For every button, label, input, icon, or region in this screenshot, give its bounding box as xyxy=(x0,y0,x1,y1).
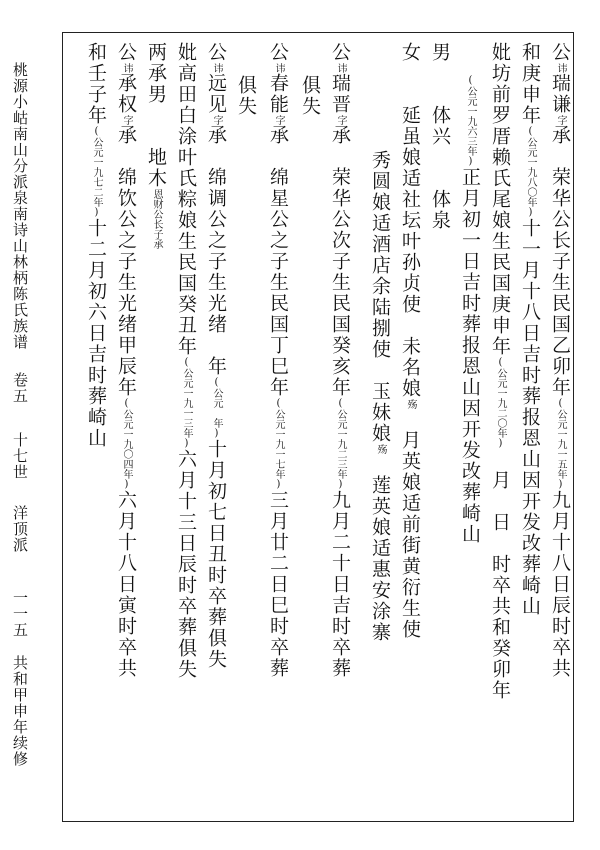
text-column xyxy=(268,42,287,679)
annotation-text: 殇 xyxy=(405,399,416,409)
column-text: 承 xyxy=(329,125,351,146)
column-text: 十月初七日丑时卒葬俱失 xyxy=(205,439,227,670)
text-column xyxy=(370,150,389,643)
column-text: 承权 xyxy=(115,73,137,115)
column-text: 公 xyxy=(549,42,571,63)
annotation-text: 字 xyxy=(273,115,284,125)
annotation-text: 讳 xyxy=(121,63,132,73)
column-text: 三月廿二日巳时卒葬 xyxy=(267,490,289,679)
column-text: 女 延虽娘适社坛叶孙贞使 未名娘 xyxy=(399,42,421,399)
column-text: 瑞晋 xyxy=(329,73,351,115)
column-text: 荣华公次子生民国癸亥年 xyxy=(329,146,351,398)
text-column xyxy=(430,42,449,231)
text-column xyxy=(490,42,509,701)
column-text: 俱失 xyxy=(299,75,321,117)
annotation-text: 讳 xyxy=(211,63,222,73)
column-text: 俱失 xyxy=(235,75,257,117)
annotation-text: (公元一九二三年) xyxy=(335,398,346,490)
column-text: 男 体兴 体泉 xyxy=(429,42,451,231)
text-column xyxy=(330,42,349,679)
column-text: 正月初一日吉时葬报恩山因开发改葬崎山 xyxy=(459,167,481,545)
generation-label: 十七世 xyxy=(11,432,29,480)
annotation-text: (公元一九〇四年) xyxy=(121,398,132,490)
annotation-text: 字 xyxy=(335,115,346,125)
text-column xyxy=(236,75,255,117)
column-text: 六月十八日寅时卒共 xyxy=(115,490,137,679)
annotation-text: (公元一九八〇年) xyxy=(525,126,536,218)
text-column xyxy=(86,42,105,449)
column-text: 公 xyxy=(115,42,137,63)
edition-label: 共和甲申年续修 xyxy=(11,655,29,767)
column-text: 妣坊前罗厝赖氏尾娘生民国庚申年 xyxy=(489,42,511,357)
column-text: 十二月初六日吉时葬崎山 xyxy=(85,218,107,449)
column-text: 承 xyxy=(549,125,571,146)
text-column xyxy=(116,42,135,679)
annotation-text: (公元一九一七年) xyxy=(273,398,284,490)
column-text: 绵饮公之子生光绪甲辰年 xyxy=(115,146,137,398)
column-text: 九月十八日辰时卒共 xyxy=(549,490,571,679)
column-text: 春能 xyxy=(267,73,289,115)
annotation-text: (公元一九六三年) xyxy=(465,75,476,167)
text-column xyxy=(550,42,569,679)
column-text: 莲英娘适惠安涂寨 xyxy=(369,454,391,643)
annotation-text: (公元 年) xyxy=(211,377,222,439)
column-text: 六月十三日辰时卒葬俱失 xyxy=(175,449,197,680)
column-text: 十一月十八日吉时葬报恩山因开发改葬崎山 xyxy=(519,218,541,617)
annotation-text: 字 xyxy=(555,115,566,125)
column-text: 秀圆娘适酒店余陆捌使 玉妹娘 xyxy=(369,150,391,444)
volume-label: 卷五 xyxy=(11,372,29,404)
column-text: 绵调公之子生光绪 年 xyxy=(205,146,227,377)
column-text: 承 xyxy=(115,125,137,146)
annotation-text: (公元一九一五年) xyxy=(555,398,566,490)
column-text: 瑞谦 xyxy=(549,73,571,115)
annotation-text: (公元一九一三年) xyxy=(181,357,192,449)
annotation-text: 字 xyxy=(121,115,132,125)
column-text: 公 xyxy=(329,42,351,63)
annotation-text: 讳 xyxy=(273,63,284,73)
text-column xyxy=(146,42,165,249)
column-text: 妣高田白涂叶氏粽娘生民国癸丑年 xyxy=(175,42,197,357)
column-text: 月英娘适前街黄衍生使 xyxy=(399,409,421,640)
column-text: 和壬子年 xyxy=(85,42,107,126)
text-column xyxy=(520,42,539,617)
annotation-text: (公元一九七二年) xyxy=(91,126,102,218)
branch-label: 洋顶派 xyxy=(11,505,29,553)
page-number: 一一五 xyxy=(11,590,29,638)
text-column xyxy=(400,42,419,640)
text-column xyxy=(300,75,319,117)
text-column xyxy=(206,42,225,670)
annotation-text: 恩财公长子承 xyxy=(151,189,162,249)
annotation-text: 讳 xyxy=(335,63,346,73)
column-text: 绵星公之子生民国丁巳年 xyxy=(267,146,289,398)
annotation-text: 字 xyxy=(211,115,222,125)
column-text: 承 xyxy=(267,125,289,146)
annotation-text: 殇 xyxy=(375,444,386,454)
column-text: 公 xyxy=(205,42,227,63)
column-text: 承 xyxy=(205,125,227,146)
column-text: 荣华公长子生民国乙卯年 xyxy=(549,146,571,398)
annotation-text: (公元一九二〇年) xyxy=(495,357,506,449)
genealogy-title: 桃源小岵南山分派泉南诗山林柄陈氏族谱 xyxy=(11,62,29,350)
column-text: 远见 xyxy=(205,73,227,115)
text-column xyxy=(460,75,479,545)
column-text: 两承男 地木 xyxy=(145,42,167,189)
text-column xyxy=(176,42,195,680)
column-text: 九月二十日吉时卒葬 xyxy=(329,490,351,679)
annotation-text: 讳 xyxy=(555,63,566,73)
column-text: 月 日 时卒共和癸卯年 xyxy=(489,449,511,701)
column-text: 和庚申年 xyxy=(519,42,541,126)
column-text: 公 xyxy=(267,42,289,63)
